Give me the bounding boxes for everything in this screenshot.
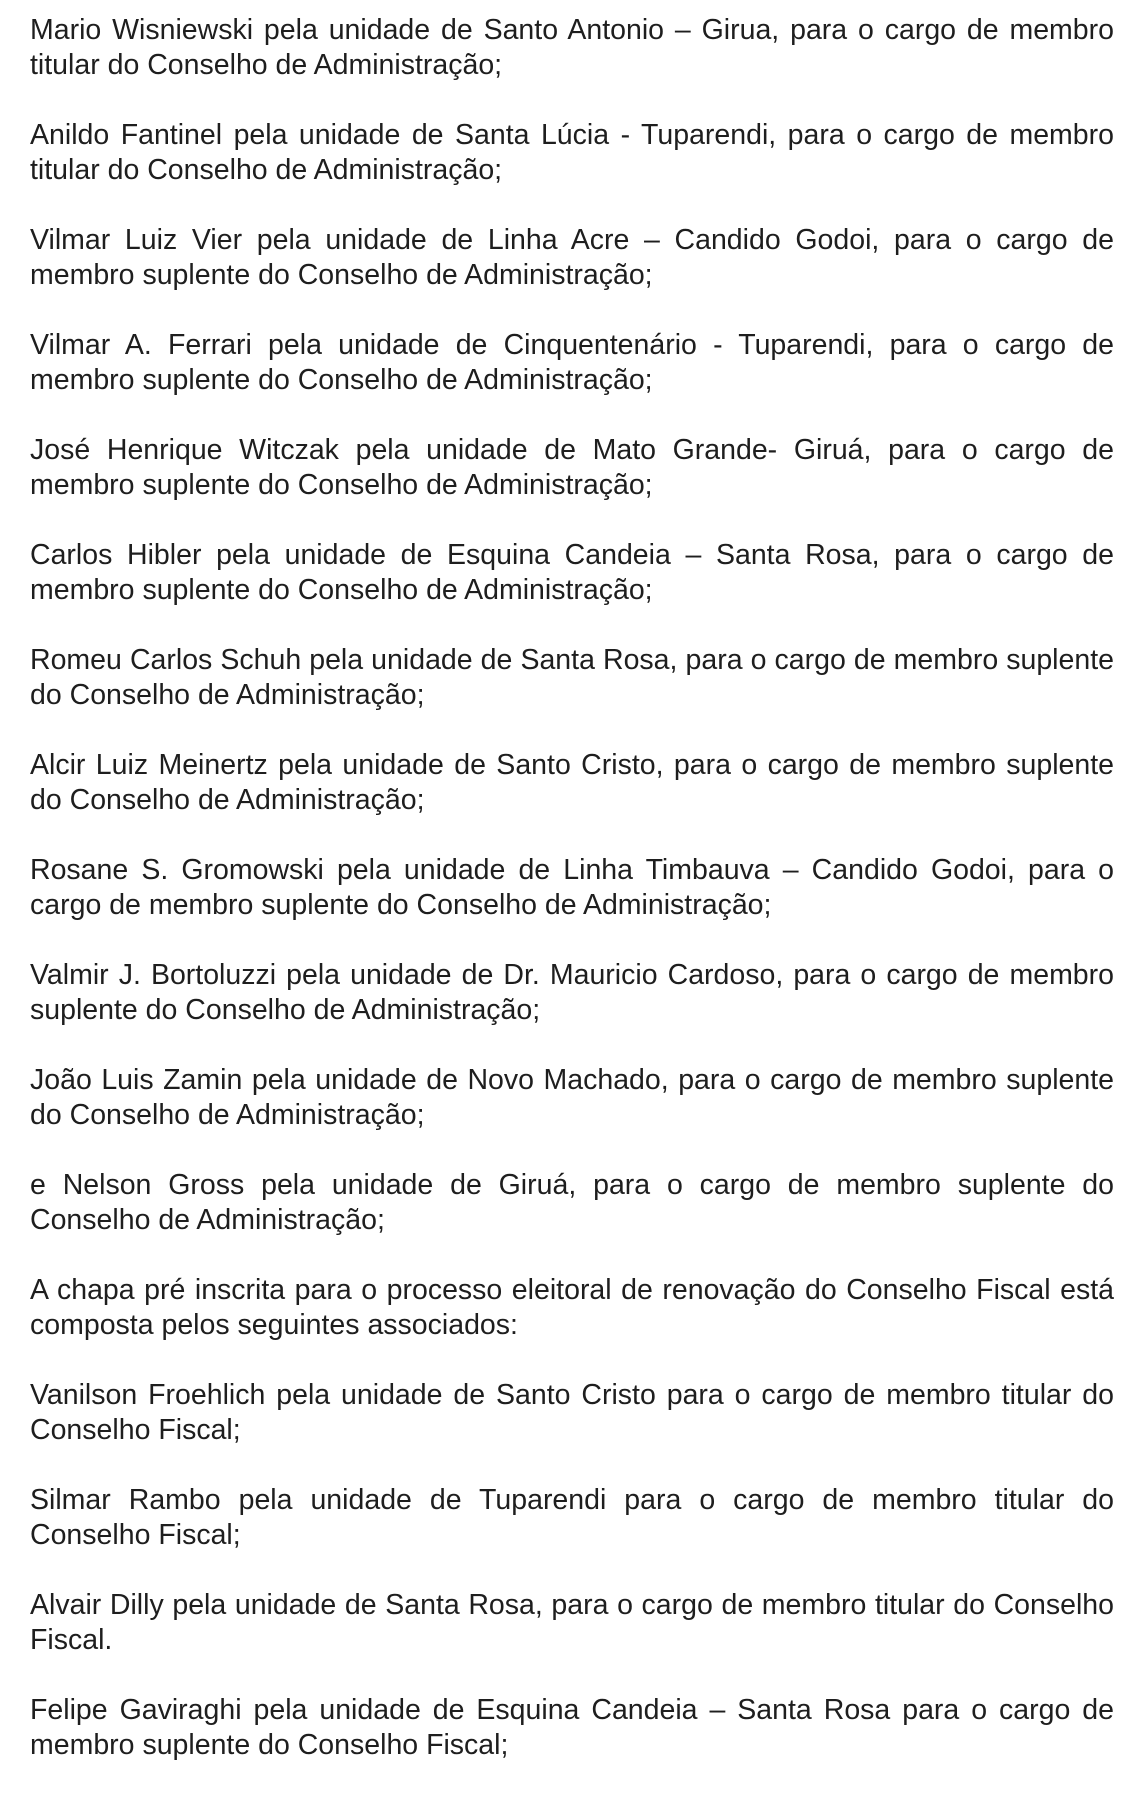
paragraph-suplente-nelson-gross: e Nelson Gross pela unidade de Giruá, para o cargo de membro suplente do Conselho de Administração; — [30, 1169, 1114, 1236]
paragraph-titular-mario-wisniewski: Mario Wisniewski pela unidade de Santo Antonio – Girua, para o cargo de membro titular do Conselho de Administração; — [30, 14, 1114, 81]
paragraph-conselho-fiscal-intro: A chapa pré inscrita para o processo eleitoral de renovação do Conselho Fiscal está composta pelos seguintes associados: — [30, 1274, 1114, 1341]
paragraph-fiscal-titular-alvair-dilly: Alvair Dilly pela unidade de Santa Rosa, para o cargo de membro titular do Conselho Fiscal. — [30, 1589, 1114, 1656]
paragraph-suplente-alcir-luiz-meinertz: Alcir Luiz Meinertz pela unidade de Santo Cristo, para o cargo de membro suplente do Conselho de Administração; — [30, 749, 1114, 816]
paragraph-suplente-carlos-hibler: Carlos Hibler pela unidade de Esquina Candeia – Santa Rosa, para o cargo de membro suplente do Conselho de Administração; — [30, 539, 1114, 606]
paragraph-suplente-jose-henrique-witczak: José Henrique Witczak pela unidade de Mato Grande- Giruá, para o cargo de membro suplente do Conselho de Administração; — [30, 434, 1114, 501]
paragraph-suplente-rosane-gromowski: Rosane S. Gromowski pela unidade de Linha Timbauva – Candido Godoi, para o cargo de membro suplente do Conselho de Administração; — [30, 854, 1114, 921]
paragraph-fiscal-titular-silmar-rambo: Silmar Rambo pela unidade de Tuparendi para o cargo de membro titular do Conselho Fiscal; — [30, 1484, 1114, 1551]
paragraph-suplente-joao-luis-zamin: João Luis Zamin pela unidade de Novo Machado, para o cargo de membro suplente do Conselho de Administração; — [30, 1064, 1114, 1131]
paragraph-suplente-vilmar-luiz-vier: Vilmar Luiz Vier pela unidade de Linha Acre – Candido Godoi, para o cargo de membro suplente do Conselho de Administração; — [30, 224, 1114, 291]
paragraph-suplente-valmir-bortoluzzi: Valmir J. Bortoluzzi pela unidade de Dr. Mauricio Cardoso, para o cargo de membro suplente do Conselho de Administração; — [30, 959, 1114, 1026]
paragraph-suplente-vilmar-ferrari: Vilmar A. Ferrari pela unidade de Cinquentenário - Tuparendi, para o cargo de membro suplente do Conselho de Administração; — [30, 329, 1114, 396]
paragraph-titular-anildo-fantinel: Anildo Fantinel pela unidade de Santa Lúcia - Tuparendi, para o cargo de membro titular do Conselho de Administração; — [30, 119, 1114, 186]
paragraph-fiscal-titular-vanilson-froehlich: Vanilson Froehlich pela unidade de Santo Cristo para o cargo de membro titular do Conselho Fiscal; — [30, 1379, 1114, 1446]
paragraph-fiscal-suplente-felipe-gaviraghi: Felipe Gaviraghi pela unidade de Esquina Candeia – Santa Rosa para o cargo de membro suplente do Conselho Fiscal; — [30, 1694, 1114, 1761]
paragraph-suplente-romeu-carlos-schuh: Romeu Carlos Schuh pela unidade de Santa Rosa, para o cargo de membro suplente do Conselho de Administração; — [30, 644, 1114, 711]
